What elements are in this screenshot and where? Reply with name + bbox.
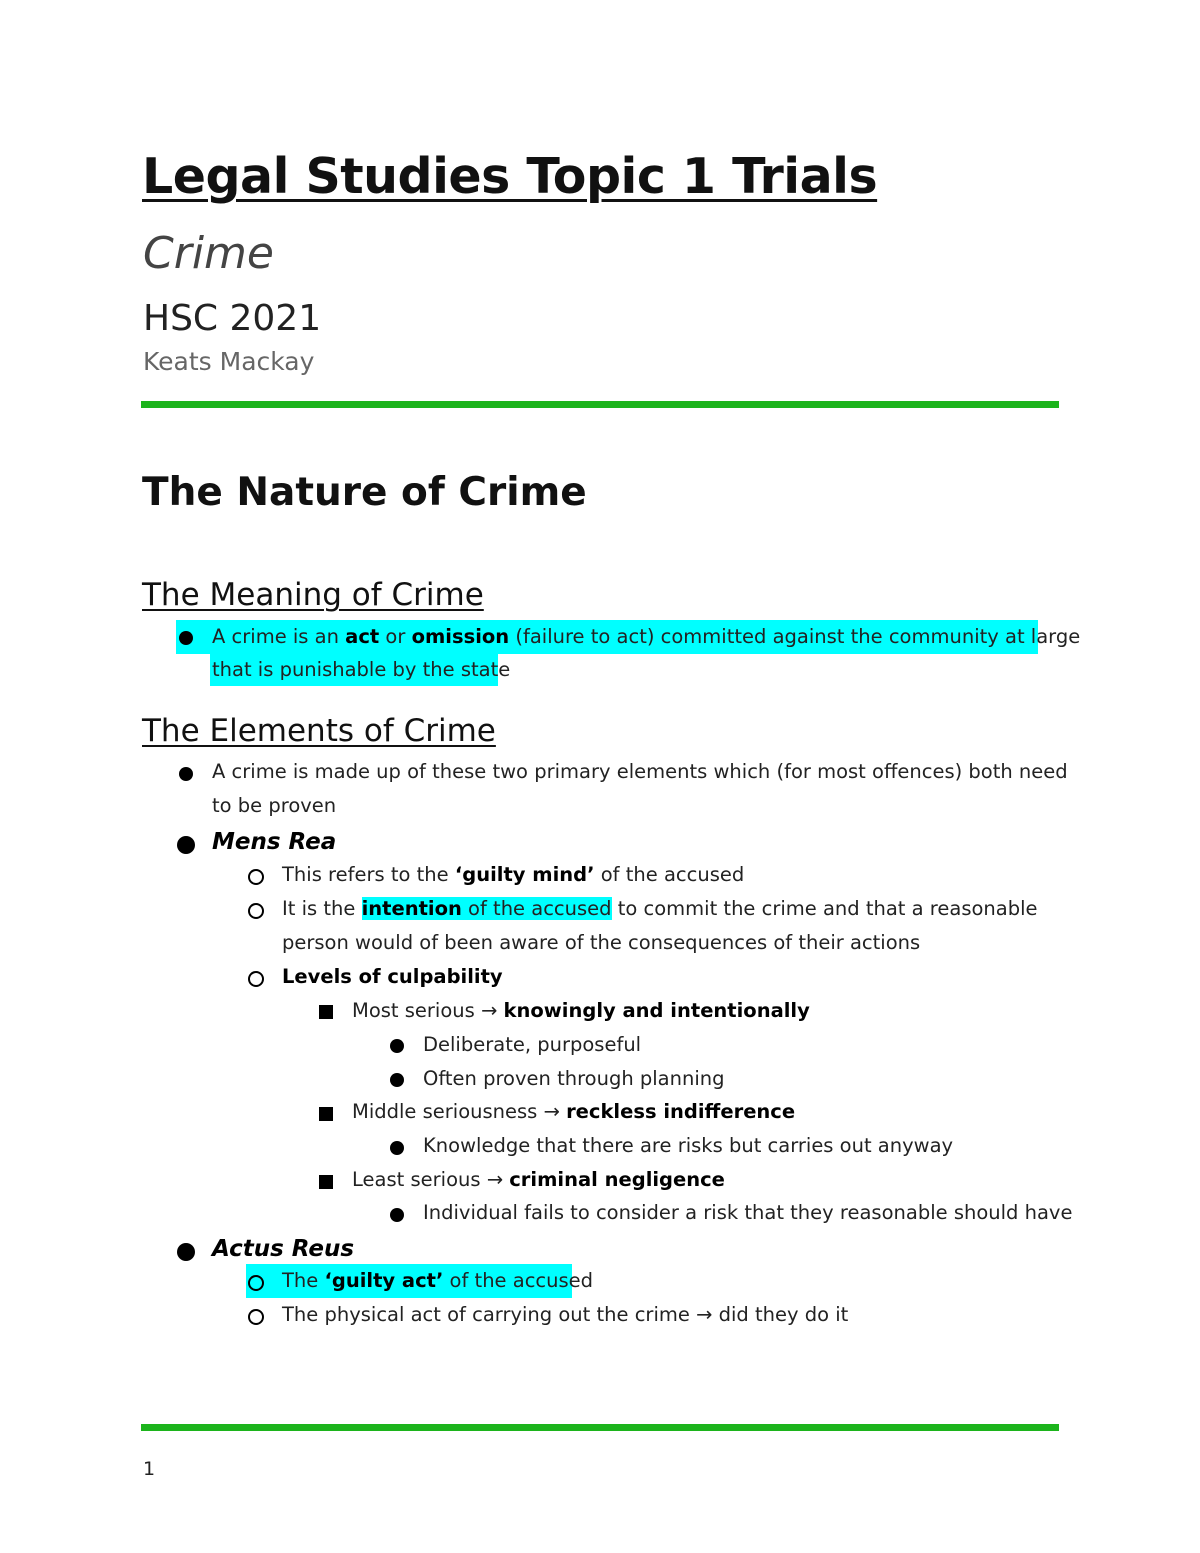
term-act: act xyxy=(345,625,380,648)
elements-intro-line1: A crime is made up of these two primary elements which (for most offences) both need xyxy=(212,760,1068,783)
meaning-text-pre: A crime is an xyxy=(212,625,346,648)
bullet-circle xyxy=(248,1265,264,1299)
actus-reus-label: Actus Reus xyxy=(212,1236,355,1262)
bullet-circle xyxy=(248,893,264,927)
bullet-dot xyxy=(179,756,193,790)
text: Least serious → xyxy=(352,1168,510,1191)
mens-rea-intention-line2: person would of been aware of the consequences of their actions xyxy=(282,931,921,954)
text: to commit the crime and that a reasonable xyxy=(611,897,1038,920)
middle-seriousness-sub1: Knowledge that there are risks but carries out anyway xyxy=(423,1134,954,1157)
term-omission: omission xyxy=(411,625,510,648)
meaning-bullet-line1 xyxy=(212,620,1080,654)
bullet-dot xyxy=(177,1234,195,1268)
most-serious-sub2: Often proven through planning xyxy=(423,1067,725,1090)
term-intention: intention xyxy=(361,897,462,920)
text: The xyxy=(282,1269,325,1292)
text: of the accused xyxy=(443,1269,594,1292)
elements-intro-line2: to be proven xyxy=(212,794,337,817)
mens-rea-label: Mens Rea xyxy=(212,829,337,855)
text: of the accused xyxy=(461,897,612,920)
term-guilty-act: ‘guilty act’ xyxy=(324,1269,444,1292)
bullet-dot xyxy=(390,1062,404,1096)
bullet-dot xyxy=(177,827,195,861)
author-name: Keats Mackay xyxy=(143,347,315,376)
subheading-meaning: The Meaning of Crime xyxy=(142,577,484,613)
course-year: HSC 2021 xyxy=(143,298,322,339)
bullet-square xyxy=(319,1164,333,1198)
level-middle-seriousness xyxy=(352,1095,795,1129)
section-heading-nature: The Nature of Crime xyxy=(142,470,587,515)
header-divider xyxy=(141,401,1059,408)
bullet-circle xyxy=(248,1299,264,1333)
meaning-text-post: (failure to act) committed against the community at large xyxy=(509,625,1081,648)
text: Most serious → xyxy=(352,999,504,1022)
levels-label: Levels of culpability xyxy=(282,965,503,988)
meaning-bullet-line2: that is punishable by the state xyxy=(212,658,511,681)
term-negligence: criminal negligence xyxy=(509,1168,725,1191)
document-title: Legal Studies Topic 1 Trials xyxy=(142,148,878,205)
text: This refers to the xyxy=(282,863,455,886)
bullet-circle xyxy=(248,961,264,995)
highlighted-phrase xyxy=(362,897,612,920)
bullet-square xyxy=(319,994,333,1028)
footer-divider xyxy=(141,1424,1059,1431)
term-knowingly: knowingly and intentionally xyxy=(503,999,810,1022)
level-least-serious xyxy=(352,1163,725,1197)
level-most-serious xyxy=(352,994,810,1028)
bullet-dot xyxy=(390,1130,404,1164)
term-reckless: reckless indifference xyxy=(566,1100,796,1123)
mens-rea-guilty-mind xyxy=(282,858,744,892)
text: of the accused xyxy=(594,863,745,886)
bullet-dot xyxy=(390,1197,404,1231)
bullet-square xyxy=(319,1096,333,1130)
least-serious-sub1: Individual fails to consider a risk that they reasonable should have xyxy=(423,1201,1073,1224)
subheading-elements: The Elements of Crime xyxy=(142,713,496,749)
actus-reus-guilty-act xyxy=(282,1264,593,1298)
bullet-dot xyxy=(390,1028,404,1062)
levels-of-culpability xyxy=(282,960,503,994)
bullet-circle xyxy=(248,859,264,893)
meaning-text-or: or xyxy=(379,625,412,648)
document-subtitle: Crime xyxy=(143,228,274,279)
most-serious-sub1: Deliberate, purposeful xyxy=(423,1033,642,1056)
actus-reus-physical-act: The physical act of carrying out the crime → did they do it xyxy=(282,1303,849,1326)
text: Middle seriousness → xyxy=(352,1100,567,1123)
mens-rea-intention-line1 xyxy=(282,892,1038,926)
page-number: 1 xyxy=(143,1458,156,1480)
term-guilty-mind: ‘guilty mind’ xyxy=(454,863,595,886)
text: It is the xyxy=(282,897,362,920)
bullet-dot xyxy=(179,620,193,654)
